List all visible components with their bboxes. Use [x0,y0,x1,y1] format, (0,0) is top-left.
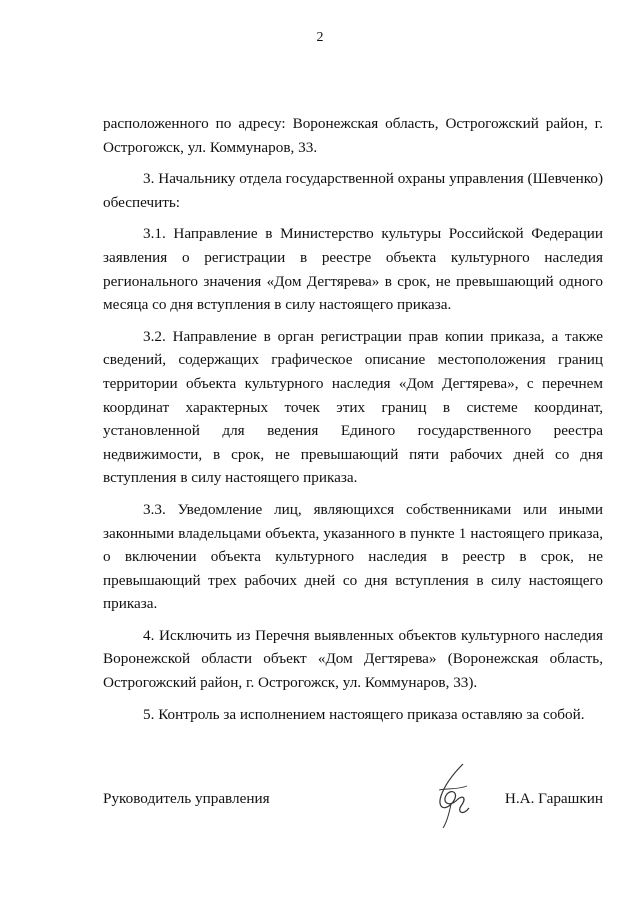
signatory-title: Руководитель управления [103,790,270,807]
paragraph-3-3: 3.3. Уведомление лиц, являющихся собственниками или иными законными владельцами объекта, указанного в пункте 1 настоящего приказа, о включении объекта культурного наследия в реестр в срок, не превышающий трех рабочих дней со дня вступления в силу настоящего приказа. [103,500,603,613]
paragraph-5: 5. Контроль за исполнением настоящего приказа оставляю за собой. [143,705,585,723]
handwritten-signature-icon [423,760,483,830]
page-number: 2 [316,30,324,45]
signatory-name: Н.А. Гарашкин [504,790,603,807]
paragraph-address-continuation: расположенного по адресу: Воронежская область, Острогожский район, г. Острогожск, ул. Коммунаров, 33. [103,115,603,156]
paragraph-4: 4. Исключить из Перечня выявленных объектов культурного наследия Воронежской области объект «Дом Дегтярева» (Воронежская область, Острогожский район, г. Острогожск, ул. Коммунаров, 33). [103,626,603,692]
paragraph-3-2: 3.2. Направление в орган регистрации прав копии приказа, а также сведений, содержащих графическое описание местоположения границ территории объекта культурного наследия «Дом Дегтярева», с перечнем координат характерных точек этих границ в системе координат, установленной для ведения Единого государственного реестра недвижимости, в срок, не превышающий пяти рабочих дней со дня вступления в силу настоящего приказа. [103,327,603,487]
document-body [103,112,603,726]
paragraph-3: 3. Начальнику отдела государственной охраны управления (Шевченко) обеспечить: [103,170,603,211]
paragraph-3-1: 3.1. Направление в Министерство культуры Российской Федерации заявления о регистрации в реестре объекта культурного наследия регионального значения «Дом Дегтярева» в срок, не превышающий одного месяца со дня вступления в силу настоящего приказа. [103,225,603,314]
